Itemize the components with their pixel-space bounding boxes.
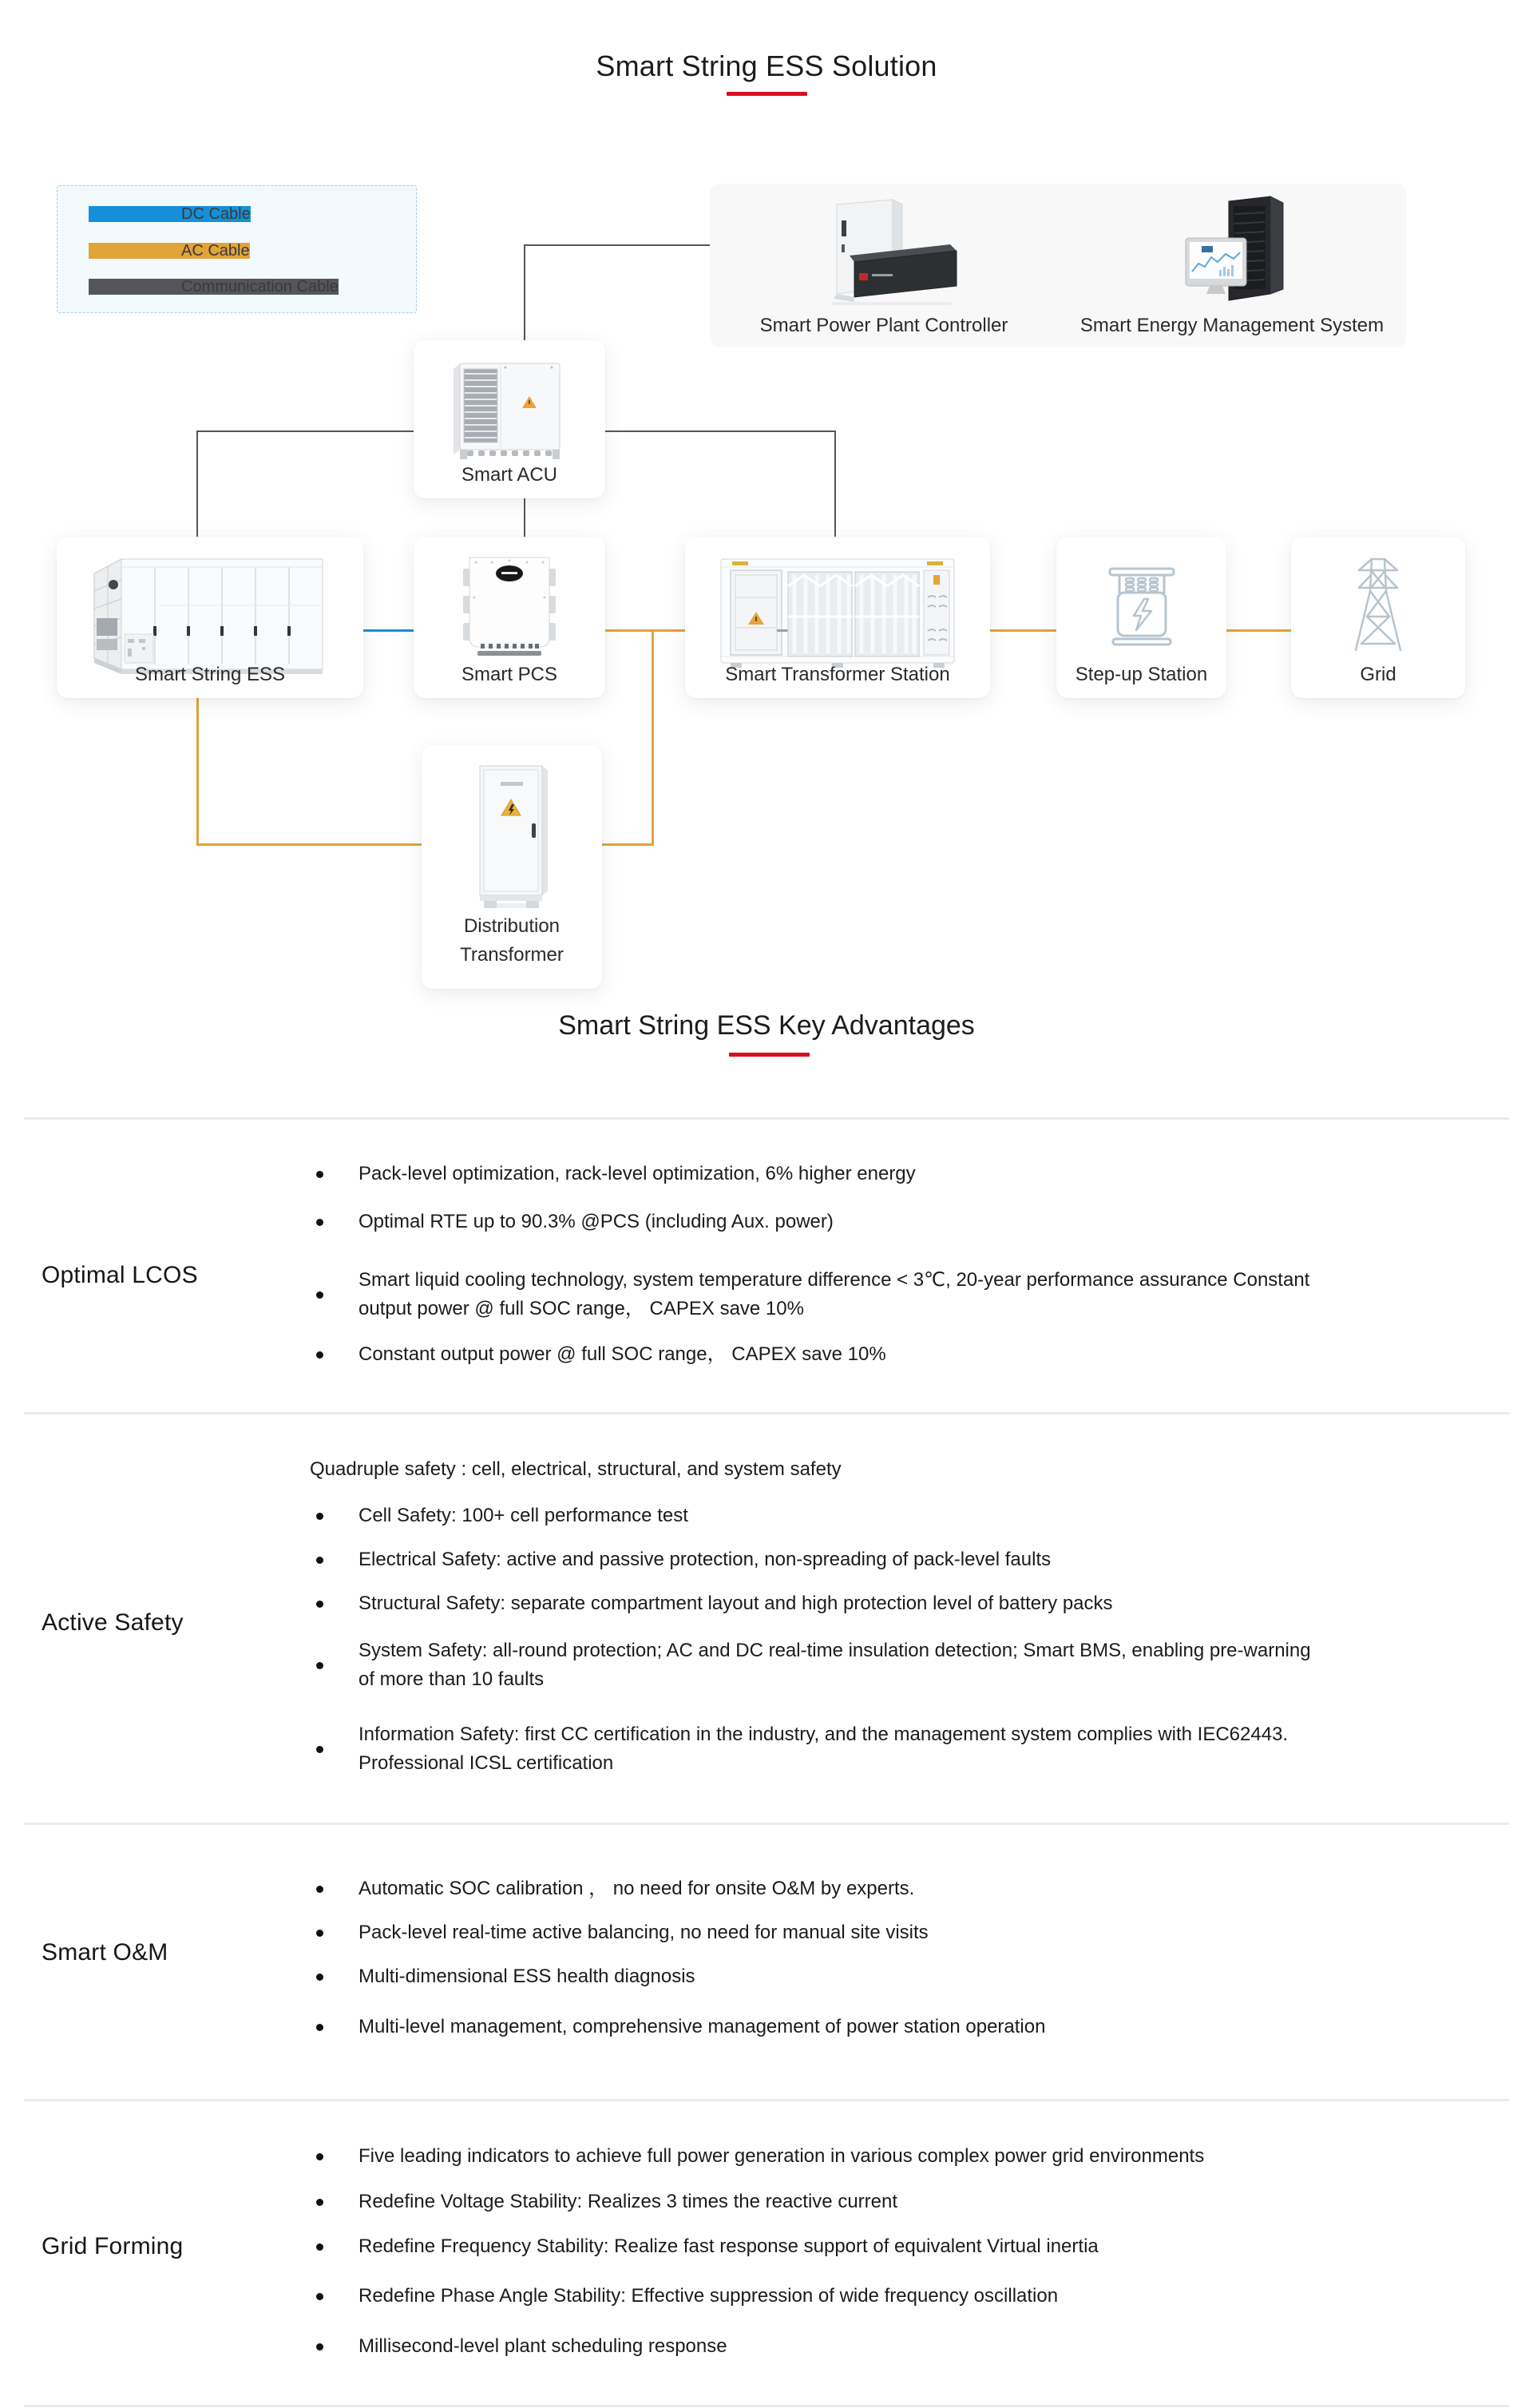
section-divider [24,2405,1509,2407]
bullet-item [316,2188,897,2216]
node-label [422,912,602,970]
bullet-text: Optimal RTE up to 90.3% @PCS (including Aux. power) [358,1211,834,1232]
node-label: Smart ACU [461,464,558,486]
ac-line-branch-down [652,629,654,845]
smart-acu-icon [450,356,569,464]
bullet-dot [316,1557,323,1564]
bullet-item [316,2332,727,2361]
communication-cable-line-icon [89,286,168,288]
bullet-item [316,1208,834,1236]
bullet-dot [316,1351,323,1359]
bullet-text [358,1636,1311,1694]
comm-line-controller [525,244,710,246]
node-label-line2: Transformer [460,944,564,966]
smart-pcs-icon [454,549,565,661]
bullet-dot [316,1746,323,1753]
bullet-item [316,1160,916,1188]
bullet-dot [316,1930,323,1937]
node-label: Grid [1360,664,1396,685]
bullet-text: Pack-level real-time active balancing, no need for manual site visits [358,1922,929,1943]
comm-line-ts-drop [834,430,836,537]
node-label: Smart Energy Management System [1079,315,1384,336]
bullet-item [316,1266,1309,1323]
bullet-dot [316,1601,323,1608]
bullet-text: Electrical Safety: active and passive protection, non-spreading of pack-level faults [358,1549,1052,1570]
node-smart-string-ess [57,537,363,698]
bullet-text-line1: System Safety: all-round protection; AC and DC real-time insulation detection; Smart BMS, enabling pre-warning [358,1640,1311,1661]
comm-line-acu-pcs [524,498,525,537]
advantages-title: Smart String ESS Key Advantages [558,1010,975,1041]
bullet-text: Automatic SOC calibration ， no need for onsite O&M by experts. [358,1878,915,1899]
bullet-dot [316,2243,323,2251]
node-label-line1: Distribution [463,915,561,937]
bullet-text: Structural Safety: separate compartment layout and high protection level of battery packs [358,1593,1113,1614]
section-divider [24,1412,1509,1414]
node-grid [1291,537,1465,698]
section-divider [24,1117,1509,1120]
bullet-item [316,1636,1311,1694]
bullet-dot [316,1662,323,1669]
bullet-text: Redefine Frequency Stability: Realize fast response support of equivalent Virtual inertia [358,2235,1099,2257]
ac-line-stepup-grid [1226,629,1291,632]
bullet-item [316,2282,1058,2311]
node-label: Smart Power Plant Controller [759,315,1008,336]
bullet-dot [316,1219,323,1226]
page-title: Smart String ESS Solution [596,50,937,82]
comm-line-controller-drop [524,244,525,340]
ac-line-pcs-ts [605,629,685,632]
section-heading-grid-forming: Grid Forming [42,2233,184,2259]
comm-line-acu-ts [605,430,835,432]
legend-label: AC Cable [181,241,250,260]
section-heading-optimal-lcos: Optimal LCOS [42,1262,198,1288]
dc-cable-line-icon [89,213,168,216]
bullet-text [358,1720,1288,1778]
bullet-dot [316,2024,323,2031]
node-label: Smart PCS [461,664,558,685]
bullet-text [358,1266,1309,1323]
node-label: Step-up Station [1075,664,1208,685]
bullet-dot [316,1974,323,1981]
bullet-item [316,1545,1051,1574]
bullet-text: Five leading indicators to achieve full power generation in various complex power grid environments [358,2145,1205,2167]
legend-item-communication-cable [89,279,339,295]
power-plant-controller-icon [792,193,976,313]
bullet-item [316,2013,1045,2041]
bullet-item [316,1589,1113,1618]
legend-item-ac-cable [89,243,250,259]
bullet-text: Constant output power @ full SOC range， CAPEX save 10% [358,1343,886,1365]
bullet-text-line2: Professional ICSL certification [358,1752,614,1774]
bullet-item [316,1502,688,1530]
bullet-dot [316,2199,323,2206]
legend-item-dc-cable [89,206,251,222]
node-smart-power-plant-controller [710,184,1058,347]
title-underline [727,92,807,96]
ac-cable-line-icon [89,250,168,252]
section-divider [24,1823,1509,1825]
legend-label: DC Cable [181,204,251,223]
node-distribution-transformer [422,745,602,989]
dc-line-ess-pcs [363,629,414,632]
bullet-text: Multi-level management, comprehensive management of power station operation [358,2016,1046,2037]
quadruple-safety-intro: Quadruple safety : cell, electrical, structural, and system safety [310,1458,842,1480]
string-ess-container-icon [86,549,334,677]
grid-tower-icon [1338,553,1418,657]
bullet-text-line2: output power @ full SOC range， CAPEX save 10% [358,1298,804,1319]
section-divider [24,2099,1509,2101]
bullet-dot [316,2153,323,2160]
bullet-text-line2: of more than 10 faults [358,1668,545,1690]
bullet-text: Pack-level optimization, rack-level optimization, 6% higher energy [358,1163,916,1184]
distribution-transformer-icon [464,760,560,915]
node-smart-transformer-station [685,537,990,698]
section-heading-smart-om: Smart O&M [42,1939,168,1966]
transformer-station-icon [718,551,957,671]
energy-management-system-icon [1152,193,1312,313]
bullet-dot [316,1171,323,1178]
bullet-dot [316,2293,323,2300]
ac-line-ts-stepup [990,629,1056,632]
bullet-item [316,2142,1204,2171]
node-smart-energy-management-system [1058,184,1406,347]
stepup-station-icon [1094,556,1190,652]
bullet-item [316,1720,1288,1778]
bullet-text-line1: Smart liquid cooling technology, system temperature difference < 3℃, 20-year performance assurance Constant [358,1269,1310,1291]
management-panel [710,184,1406,347]
bullet-dot [316,1886,323,1893]
legend-label: Communication Cable [181,277,339,296]
comm-line-acu-ess [197,430,414,432]
bullet-text: Redefine Phase Angle Stability: Effective suppression of wide frequency oscillation [358,2285,1059,2307]
bullet-item [316,2232,1099,2261]
bullet-dot [316,1291,323,1299]
section-heading-active-safety: Active Safety [42,1609,184,1636]
comm-line-ess-drop [196,430,198,537]
bullet-text-line1: Information Safety: first CC certification in the industry, and the management system complies with IEC62443. [358,1724,1289,1745]
cable-legend [57,185,417,313]
bullet-text: Cell Safety: 100+ cell performance test [358,1505,688,1526]
bullet-item [316,1340,886,1369]
bullet-dot [316,2343,323,2350]
ac-line-ess-down [196,698,199,846]
node-label: Smart Transformer Station [725,664,950,685]
node-stepup-station [1056,537,1226,698]
node-smart-acu [414,340,605,498]
bullet-item [316,1874,914,1903]
bullet-text: Millisecond-level plant scheduling response [358,2335,727,2357]
bullet-item [316,1962,695,1991]
node-smart-pcs [414,537,605,698]
bullet-item [316,1918,929,1947]
node-label: Smart String ESS [134,664,286,685]
bullet-text: Redefine Voltage Stability: Realizes 3 times the reactive current [358,2191,898,2212]
bullet-dot [316,1513,323,1520]
bullet-text: Multi-dimensional ESS health diagnosis [358,1966,695,1987]
advantages-title-underline [729,1053,810,1057]
